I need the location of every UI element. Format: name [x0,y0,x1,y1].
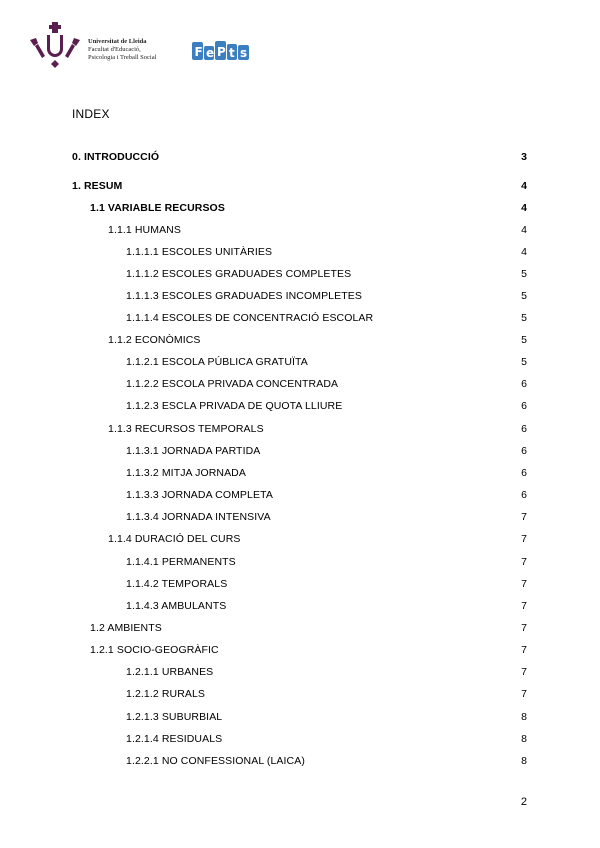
toc-entry-label: 1.1.3.3 JORNADA COMPLETA [126,489,273,501]
toc-entry-page: 7 [521,644,527,656]
toc-entry [0,622,600,636]
toc-entry [0,467,600,481]
toc-entry [0,268,600,282]
toc-entry-label: 1.1.1.1 ESCOLES UNITÀRIES [126,246,273,258]
toc-entry-label: 1. RESUM [72,180,123,192]
toc-entry-label: 1.1.4.1 PERMANENTS [126,556,236,568]
toc-entry [0,290,600,304]
university-crest-logo [30,22,80,68]
toc-entry [0,666,600,680]
toc-entry [0,445,600,459]
toc-entry [0,423,600,437]
page-number: 2 [520,796,527,808]
toc-entry [0,489,600,503]
toc-entry [0,533,600,547]
toc-entry-label: 1.2 AMBIENTS [90,622,162,634]
toc-entry [0,600,600,614]
toc-entry [0,711,600,725]
toc-entry-page: 6 [521,423,527,435]
toc-entry-page: 7 [521,622,527,634]
toc-entry-label: 1.2.1 SOCIO-GEOGRÀFIC [90,644,219,656]
toc-entry-label: 1.1.1.4 ESCOLES DE CONCENTRACIÓ ESCOLAR [126,312,374,324]
university-line1: Universitat de Lleida [88,38,147,45]
toc-entry-label: 1.1.2.2 ESCOLA PRIVADA CONCENTRADA [126,378,339,390]
toc-entry-page: 4 [521,202,527,214]
toc-entry [0,688,600,702]
toc-entry-page: 3 [521,151,527,163]
toc-entry-label: 1.1.1.2 ESCOLES GRADUADES COMPLETES [126,268,352,280]
toc-entry-label: 1.2.1.2 RURALS [126,688,206,700]
toc-entry-label: 1.1.2.1 ESCOLA PÚBLICA GRATUÏTA [126,356,308,368]
toc-entry-label: 1.1.4 DURACIÓ DEL CURS [108,533,241,545]
toc-entry-page: 5 [521,290,527,302]
toc-entry-page: 5 [521,334,527,346]
toc-entry-page: 6 [521,489,527,501]
toc-entry-page: 7 [521,688,527,700]
toc-entry [0,224,600,238]
svg-text:F: F [194,45,203,59]
toc-entry-page: 4 [521,224,527,236]
university-line3: Psicologia i Treball Social [88,54,157,61]
toc-entry-label: 1.2.2.1 NO CONFESSIONAL (LAICA) [126,755,305,767]
toc-entry-page: 7 [521,578,527,590]
toc-entry-page: 8 [521,755,527,767]
toc-entry-label: 1.1 VARIABLE RECURSOS [90,202,225,214]
toc-entry-page: 7 [521,511,527,523]
toc-entry-page: 5 [521,268,527,280]
toc-entry-page: 6 [521,378,527,390]
toc-entry-label: 1.2.1.1 URBANES [126,666,214,678]
toc-entry-label: 1.1.4.3 AMBULANTS [126,600,227,612]
toc-entry-label: 1.2.1.4 RESIDUALS [126,733,223,745]
toc-entry-label: 1.2.1.3 SUBURBIAL [126,711,223,723]
toc-entry [0,312,600,326]
toc-entry [0,246,600,260]
toc-entry [0,180,600,194]
toc-entry-label: 1.1.3.4 JORNADA INTENSIVA [126,511,271,523]
toc-entry-label: 1.1.2.3 ESCLA PRIVADA DE QUOTA LLIURE [126,400,343,412]
svg-text:P: P [217,45,226,59]
toc-entry-page: 7 [521,533,527,545]
toc-entry [0,151,600,165]
toc-entry [0,378,600,392]
toc-entry-page: 5 [521,356,527,368]
toc-entry-page: 6 [521,400,527,412]
toc-entry [0,733,600,747]
fepts-logo [192,38,250,64]
toc-entry-page: 7 [521,600,527,612]
university-name [88,38,156,62]
svg-text:t: t [229,46,235,60]
toc-entry-label: 1.1.3.2 MITJA JORNADA [126,467,246,479]
toc-entry [0,334,600,348]
toc-entry-label: 1.1.4.2 TEMPORALS [126,578,228,590]
toc-entry [0,556,600,570]
toc-entry-label: 0. INTRODUCCIÓ [72,151,160,163]
toc-entry-label: 1.1.1 HUMANS [108,224,181,236]
toc-entry-label: 1.1.1.3 ESCOLES GRADUADES INCOMPLETES [126,290,362,302]
toc-entry-page: 5 [521,312,527,324]
toc-entry-page: 8 [521,711,527,723]
toc-entry-label: 1.1.3.1 JORNADA PARTIDA [126,445,261,457]
toc-entry [0,356,600,370]
toc-entry [0,755,600,769]
toc-entry-page: 6 [521,467,527,479]
toc-entry [0,644,600,658]
toc-entry-label: 1.1.3 RECURSOS TEMPORALS [108,423,264,435]
toc-entry [0,400,600,414]
toc-entry-page: 6 [521,445,527,457]
toc-entry-page: 4 [521,246,527,258]
university-line2: Facultat d'Educació, [88,46,141,53]
index-title: INDEX [72,107,110,121]
toc-entry [0,511,600,525]
toc-entry [0,202,600,216]
toc-entry-page: 8 [521,733,527,745]
toc-entry [0,578,600,592]
toc-entry-page: 7 [521,666,527,678]
svg-text:s: s [240,46,248,60]
svg-text:e: e [206,46,215,60]
toc-entry-page: 7 [521,556,527,568]
toc-entry-page: 4 [521,180,527,192]
toc-entry-label: 1.1.2 ECONÒMICS [108,334,201,346]
